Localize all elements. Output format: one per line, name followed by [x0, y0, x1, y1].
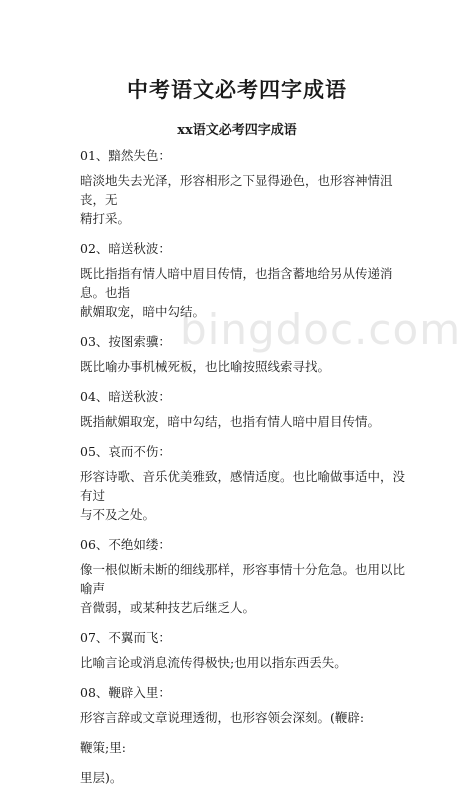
idiom-heading: 里层)。 [80, 770, 123, 785]
watermark: bingdoc.com [180, 305, 462, 354]
idiom-entry [0, 239, 474, 321]
idiom-entry [0, 387, 474, 431]
idiom-definition-line: 献媚取宠，暗中勾结。 [80, 304, 206, 319]
idiom-entry [0, 146, 474, 228]
idiom-definition-line: 暗淡地失去光泽，形容相形之下显得逊色，也形容神情沮丧，无 [80, 173, 393, 207]
idiom-definition-line: 音微弱，或某种技艺后继乏人。 [80, 600, 256, 615]
idiom-definition-line: 形容诗歌、音乐优美雅致，感情适度。也比喻做事适中，没有过 [80, 469, 406, 503]
page-title: 中考语文必考四字成语 [127, 77, 347, 102]
idiom-definition-line: 既比喻办事机械死板，也比喻按照线索寻找。 [80, 359, 331, 374]
idiom-entry [0, 442, 474, 524]
idiom-heading: 05、哀而不伤： [80, 444, 171, 459]
idiom-entry [0, 628, 474, 672]
idiom-entry [0, 768, 474, 787]
idiom-heading: 01、黯然失色： [80, 148, 171, 163]
idiom-definition-line: 既指献媚取宠，暗中勾结，也指有情人暗中眉目传情。 [80, 414, 381, 429]
idiom-entry [0, 332, 474, 376]
idiom-definition-line: 像一根似断未断的细线那样，形容事情十分危急。也用以比喻声 [80, 562, 406, 596]
idiom-definition-line: 比喻言论或消息流传得极快;也用以指东西丢失。 [80, 655, 347, 670]
idiom-definition-line: 形容言辞或文章说理透彻，也形容领会深刻。(鞭辟: [80, 710, 365, 725]
idiom-list [0, 135, 474, 793]
idiom-entry [0, 738, 474, 757]
idiom-entry [0, 535, 474, 617]
idiom-heading: 03、按图索骥： [80, 334, 171, 349]
idiom-heading: 06、不绝如缕： [80, 537, 171, 552]
idiom-heading: 04、暗送秋波： [80, 389, 171, 404]
idiom-heading: 08、鞭辟入里： [80, 685, 171, 700]
idiom-definition-line: 精打采。 [80, 211, 131, 226]
page-subtitle: xx语文必考四字成语 [177, 123, 297, 138]
idiom-heading: 鞭策;里: [80, 740, 126, 755]
idiom-definition-line: 与不及之处。 [80, 507, 156, 522]
idiom-heading: 07、不翼而飞： [80, 630, 171, 645]
idiom-heading: 02、暗送秋波： [80, 241, 171, 256]
idiom-definition-line: 既比指指有情人暗中眉目传情，也指含蓄地给另从传递消息。也指 [80, 266, 393, 300]
idiom-entry [0, 683, 474, 727]
